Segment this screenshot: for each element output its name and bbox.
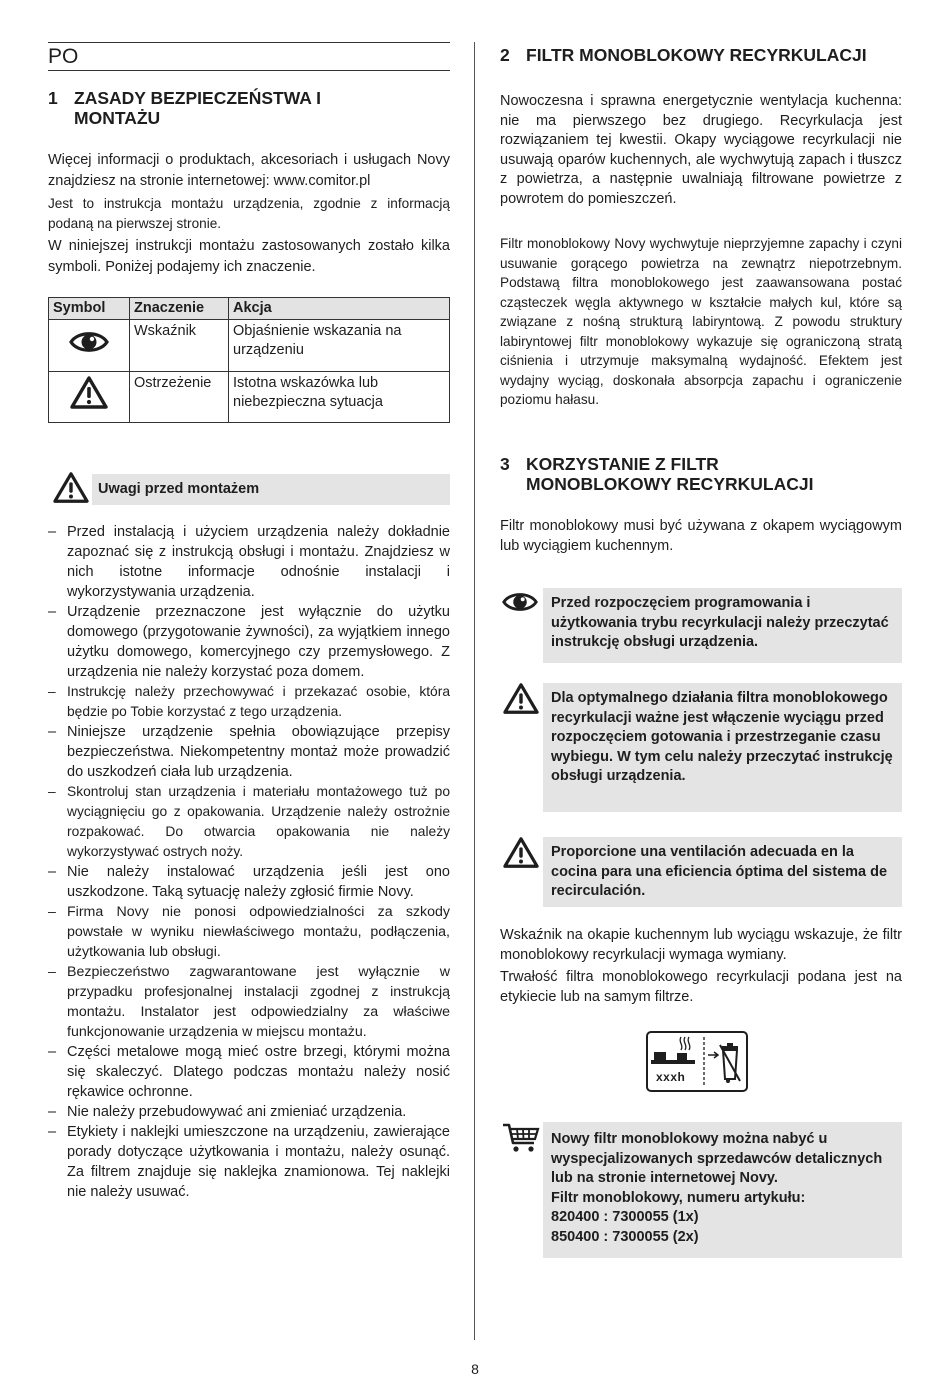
page-number: 8 bbox=[471, 1361, 479, 1377]
list-item: – Przed instalacją i użyciem urządzenia należy dokładnie zapoznać się z instrukcją obsługi i montażu. Znajdziesz w nich istotne informacje odnośnie instalacji i wykorzystywania urządzenia. bbox=[48, 522, 450, 602]
article-number-label: Filtr monoblokowy, numeru artykułu: bbox=[551, 1189, 806, 1206]
section-2-paragraph: Filtr monoblokowy Novy wychwytuje nieprzyjemne zapachy i czyni usuwanie gorącego powietrza na zewnątrz niepotrzebnym. Podstawą filtra monoblokowego jest zaawansowana postać cząsteczek węgla aktywnego w kształcie małych kul, które są związane z nośną strukturą labiryntową. Z powodu struktury labiryntowej filtr monoblokowy wykazuje się ograniczoną stratą ciśnienia i utrzymuje maksymalną wydajność. Efektem jest wydajny wyciąg, doskonała absorpcja zapachu i ograniczenie poziomu hałasu. bbox=[500, 236, 902, 407]
list-item: – Etykiety i naklejki umieszczone na urządzeniu, zawierające porady dotyczące użytkowania i montażu, należy osunąć. Za filtrem znajduje się naklejka znamionowa. Tej naklejki nie należy usuwać. bbox=[48, 1122, 450, 1202]
section-2-heading bbox=[500, 45, 902, 65]
before-install-note bbox=[48, 471, 450, 507]
filter-lifetime-label bbox=[646, 1031, 748, 1092]
column-header: Akcja bbox=[229, 298, 450, 320]
list-item: – Części metalowe mogą mieć ostre brzegi, którymi można się skaleczyć. Dlatego podczas montażu należy nosić rękawice ochronne. bbox=[48, 1042, 450, 1102]
column-divider bbox=[474, 42, 475, 1340]
section-3-intro: Filtr monoblokowy musi być używana z okapem wyciągowym lub wyciągiem kuchennym. bbox=[500, 518, 902, 554]
symbol-cell bbox=[49, 371, 130, 422]
symbol-cell bbox=[49, 319, 130, 371]
safety-list bbox=[48, 522, 450, 1202]
list-item: – Bezpieczeństwo zagwarantowane jest wyłącznie w przypadku profesjonalnej instalacji zgodnej z instrukcją montażu. Instalator jest odpowiedzialny za właściwe funkcjonowanie urządzenia w miejscu montażu. bbox=[48, 962, 450, 1042]
warning-icon bbox=[502, 682, 540, 716]
list-item: – Instrukcję należy przechowywać i przekazać osobie, która będzie po Tobie korzystać z tego urządzenia. bbox=[48, 682, 450, 722]
column-header: Znaczenie bbox=[130, 298, 229, 320]
section-title: ZASADY BEZPIECZEŃSTWA I MONTAŻU bbox=[74, 88, 321, 128]
language-code: PO bbox=[48, 45, 79, 68]
section-number: 3 bbox=[500, 454, 510, 474]
before-install-title: Uwagi przed montażem bbox=[92, 474, 450, 505]
section-number: 1 bbox=[48, 88, 58, 108]
warning-icon bbox=[52, 471, 90, 505]
column-header: Symbol bbox=[49, 298, 130, 320]
callout-text: Dla optymalnego działania filtra monoblokowego recyrkulacji ważne jest włączenie wyciągu przed rozpoczęciem gotowania i przestrzeganie czasu wybiegu. W tym celu należy przeczytać instrukcję obsługi urządzenia. bbox=[543, 683, 902, 812]
list-item: – Nie należy przebudowywać ani zmieniać urządzenia. bbox=[48, 1102, 450, 1122]
table-header-row bbox=[49, 298, 450, 320]
shopping-cart-icon bbox=[502, 1122, 540, 1154]
section-title: KORZYSTANIE Z FILTR MONOBLOKOWY RECYRKULACJI bbox=[526, 454, 814, 494]
table-row bbox=[49, 371, 450, 422]
list-item: – Niniejsze urządzenie spełnia obowiązujące przepisy bezpieczeństwa. Niekompetentny montaż może prowadzić do uszkodzeń ciała lub urządzenia. bbox=[48, 722, 450, 782]
filter-hours-label: xxxh bbox=[656, 1070, 686, 1084]
language-header bbox=[48, 42, 450, 71]
section-3-heading bbox=[500, 454, 902, 494]
list-item: – Firma Novy nie ponosi odpowiedzialności za szkody powstałe w wyniku niewłaściwego montażu, podłączenia, użytkowania lub obsługi. bbox=[48, 902, 450, 962]
intro-paragraph: Jest to instrukcja montażu urządzenia, zgodnie z informacją podaną na pierwszej stronie. bbox=[48, 196, 450, 231]
callout-text: Przed rozpoczęciem programowania i użytkowania trybu recyrkulacji należy przeczytać instrukcję obsługi urządzenia. bbox=[543, 588, 902, 663]
action-cell: Objaśnienie wskazania na urządzeniu bbox=[229, 319, 450, 371]
list-item: – Skontroluj stan urządzenia i materiału montażowego tuż po wyciągnięciu go z opakowania. Urządzenie należy ostrożnie rozpakować. Do otwarcia opakowania nie należy wykorzystywać ostrych noży. bbox=[48, 782, 450, 862]
meaning-cell: Wskaźnik bbox=[130, 319, 229, 371]
eye-icon bbox=[502, 590, 538, 614]
meaning-cell: Ostrzeżenie bbox=[130, 371, 229, 422]
section-3-paragraph: Wskaźnik na okapie kuchennym lub wyciągu wskazuje, że filtr monoblokowy recyrkulacji wymaga wymiany. bbox=[500, 927, 902, 963]
list-item: – Urządzenie przeznaczone jest wyłącznie do użytku domowego (przygotowanie żywności), za wyjątkiem innego użytku domowego, komercyjnego czy przemysłowego. Z urządzenia nie należy korzystać poza domem. bbox=[48, 602, 450, 682]
section-3-paragraph: Trwałość filtra monoblokowego recyrkulacji podana jest na etykiecie lub na samym filtrze. bbox=[500, 969, 902, 1005]
section-title: FILTR MONOBLOKOWY RECYRKULACJI bbox=[526, 45, 867, 65]
section-1-heading bbox=[48, 88, 450, 128]
eye-icon bbox=[69, 329, 109, 355]
table-row bbox=[49, 319, 450, 371]
action-cell: Istotna wskazówka lub niebezpieczna sytuacja bbox=[229, 371, 450, 422]
order-info bbox=[543, 1122, 902, 1258]
section-2-paragraph: Nowoczesna i sprawna energetycznie wentylacja kuchenna: nie ma pierwszego bez drugiego. Recyrkulacja jest rozwiązaniem tej kwestii. Okapy wyciągowe recyrkulacji nie usuwają oparów kuchennych, ale wychwytują zapach i tłuszcz z powietrza, a następnie uwalniają filtrowane powietrze z powrotem do pomieszczeń. bbox=[500, 93, 902, 207]
section-number: 2 bbox=[500, 45, 510, 65]
list-item: – Nie należy instalować urządzenia jeśli jest ono uszkodzone. Taką sytuację należy zgłosić firmie Novy. bbox=[48, 862, 450, 902]
article-number: 820400 : 7300055 (1x) bbox=[551, 1209, 699, 1225]
warning-icon bbox=[69, 375, 109, 411]
article-number: 850400 : 7300055 (2x) bbox=[551, 1228, 699, 1245]
symbol-table bbox=[48, 297, 450, 423]
callout-text: Proporcione una ventilación adecuada en la cocina para una eficiencia óptima del sistema de recirculación. bbox=[543, 837, 902, 907]
warning-icon bbox=[502, 836, 540, 870]
order-text: Nowy filtr monoblokowy można nabyć u wyspecjalizowanych sprzedawców detalicznych lub na stronie internetowej Novy. bbox=[551, 1131, 883, 1186]
intro-paragraph: Więcej informacji o produktach, akcesoriach i usługach Novy znajdziesz na stronie internetowej: www.comitor.pl bbox=[48, 152, 450, 189]
intro-paragraph: W niniejszej instrukcji montażu zastosowanych zostało kilka symboli. Poniżej podajemy ich znaczenie. bbox=[48, 238, 450, 275]
